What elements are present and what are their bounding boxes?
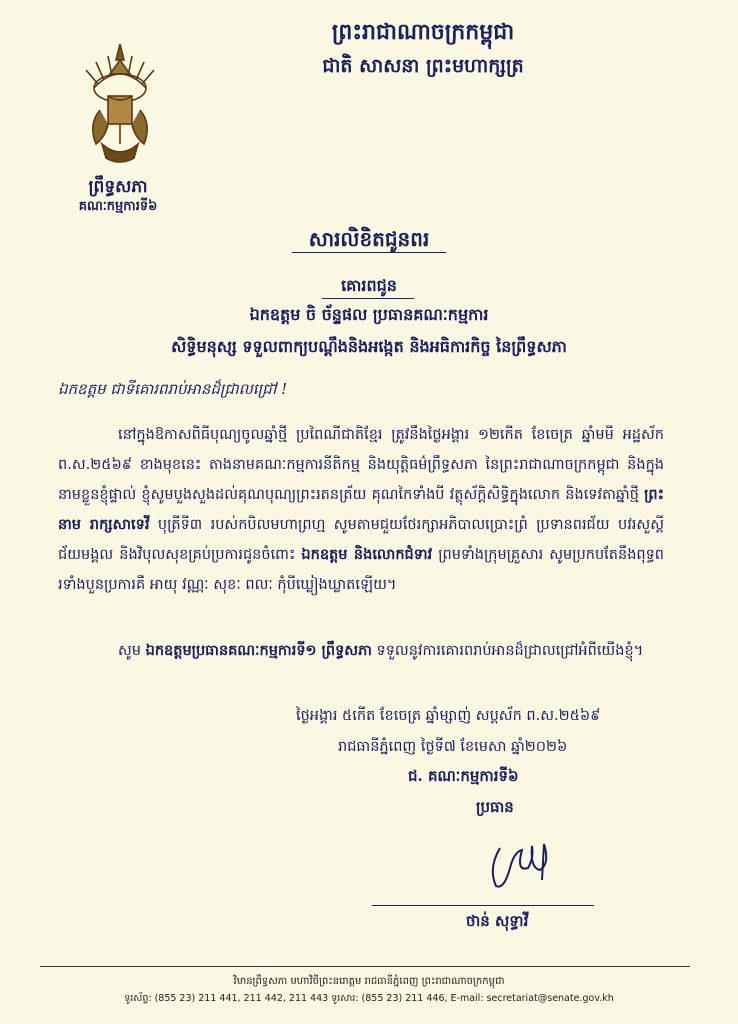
body-paragraph-2 [58,636,664,666]
title-underline [292,252,446,253]
body-text: សូម [118,643,142,659]
solar-date: រាជធានីភ្នំពេញ ថ្ងៃទី៧ ខែមេសា ឆ្នាំ២០២៦ [338,739,568,755]
recipient-line-2: សិទ្ធិមនុស្ស ទទួលពាក្យបណ្តឹងនិងអង្កេត និងអធិការកិច្ច នៃព្រឹទ្ធសភា [171,337,567,356]
body-text: នៅក្នុងឱកាសពិធីបុណ្យចូលឆ្នាំថ្មី ប្រពៃណីជាតិខ្មែរ ត្រូវនឹងថ្ងៃអង្គារ ១២កើត ខែចេត្រ ឆ្នាំមមី អដ្ឋស័ក ព.ស.២៥៦៩ ខាងមុខនេះ តាងនាមគណៈកម្មការនីតិកម្ម និងយុត្តិធម៌ព្រឹទ្ធសភា នៃព្រះរាជាណាចក្រកម្ពុជា និងក្នុងនាមខ្លួនខ្ញុំផ្ទាល់ ខ្ញុំសូមបួងសួងដល់គុណបុណ្យព្រះរតនត្រ័យ គុណកៃទាំងបី វត្ថុស័ក្តិសិទ្ធិក្នុងលោក និងទេវតាឆ្នាំថ្មី [58,427,664,503]
signature-icon [470,828,580,898]
respectfully-underline [322,298,414,299]
on-behalf-of: ជ. គណៈកម្មការទី៦ [408,767,519,785]
commission-name: គណៈកម្មការទី៦ [78,199,158,214]
deity-name: ព្រះនាម រាក្សសាទេវី [58,486,664,533]
footer-contacts: ទូរស័ព្ទ: (855 23) 211 441, 211 442, 211 443 ទូរសារ: (855 23) 211 446, E-mail: secretariat@senate.gov.kh [124,993,614,1004]
lunar-date: ថ្ងៃអង្គារ ៥កើត ខែចេត្រ ឆ្នាំម្សាញ់ សប្តស័ក ព.ស.២៥៦៩ [296,708,601,724]
letter-title: សារលិខិតជូនពរ [308,227,430,251]
recipient-line-1: ឯកឧត្តម ចិ ច័ន្ទផល ប្រធានគណៈកម្មការ [249,305,489,324]
body-text: បុត្រីទី៣ របស់កបិលមហាព្រហ្ម សូមតាមជួយថែរក្សាអភិបាលប្រោះព្រំ ប្រទានពរជ័យ បវរសួស្តី ជ័យមង្គល និងវិបុលសុខគ្រប់ប្រការជូនចំពោះ [58,517,665,563]
respectfully-to: គោរពជូន [341,276,397,295]
body-text: ព្រមទាំងក្រុមគ្រួសារ សូមប្រកបតែនឹងពុទ្ធពរទាំងបួនប្រការគឺ អាយុ វណ្ណៈ សុខៈ ពលៈ កុំបីឃ្លៀងឃ្លាតឡើយ។ [58,547,665,593]
kingdom-heading: ព្រះរាជាណាចក្រកម្ពុជា [331,19,515,45]
excellency-ref: ឯកឧត្តម និងលោកជំទាវ [301,546,433,563]
national-motto: ជាតិ សាសនា ព្រះមហាក្សត្រ [322,55,524,77]
senate-emblem-icon [78,40,162,170]
footer-divider [40,966,690,967]
signer-name: ថាន់ សុទ្ធាវី [466,912,529,930]
body-text: ទទួលនូវការគោរពរាប់អានដ៏ជ្រាលជ្រៅអំពីយើងខ្ញុំ។ [376,643,644,659]
signature-line [372,905,594,906]
footer-address: វិមានព្រឹទ្ធសភា មហាវិថីព្រះនរោត្តម រាជធានីភ្នំពេញ ព្រះរាជាណាចក្រកម្ពុជា [233,976,505,987]
salutation: ឯកឧត្តម ជាទីគោរពរាប់អានដ៏ជ្រាលជ្រៅ ! [58,380,288,398]
signer-role: ប្រធាន [476,798,514,816]
chairman-ref: ឯកឧត្តមប្រធានគណៈកម្មការទី១ ព្រឹទ្ធសភា [145,642,372,659]
institution-name: ព្រឹទ្ធសភា [88,177,148,197]
body-paragraph-1 [58,420,664,600]
